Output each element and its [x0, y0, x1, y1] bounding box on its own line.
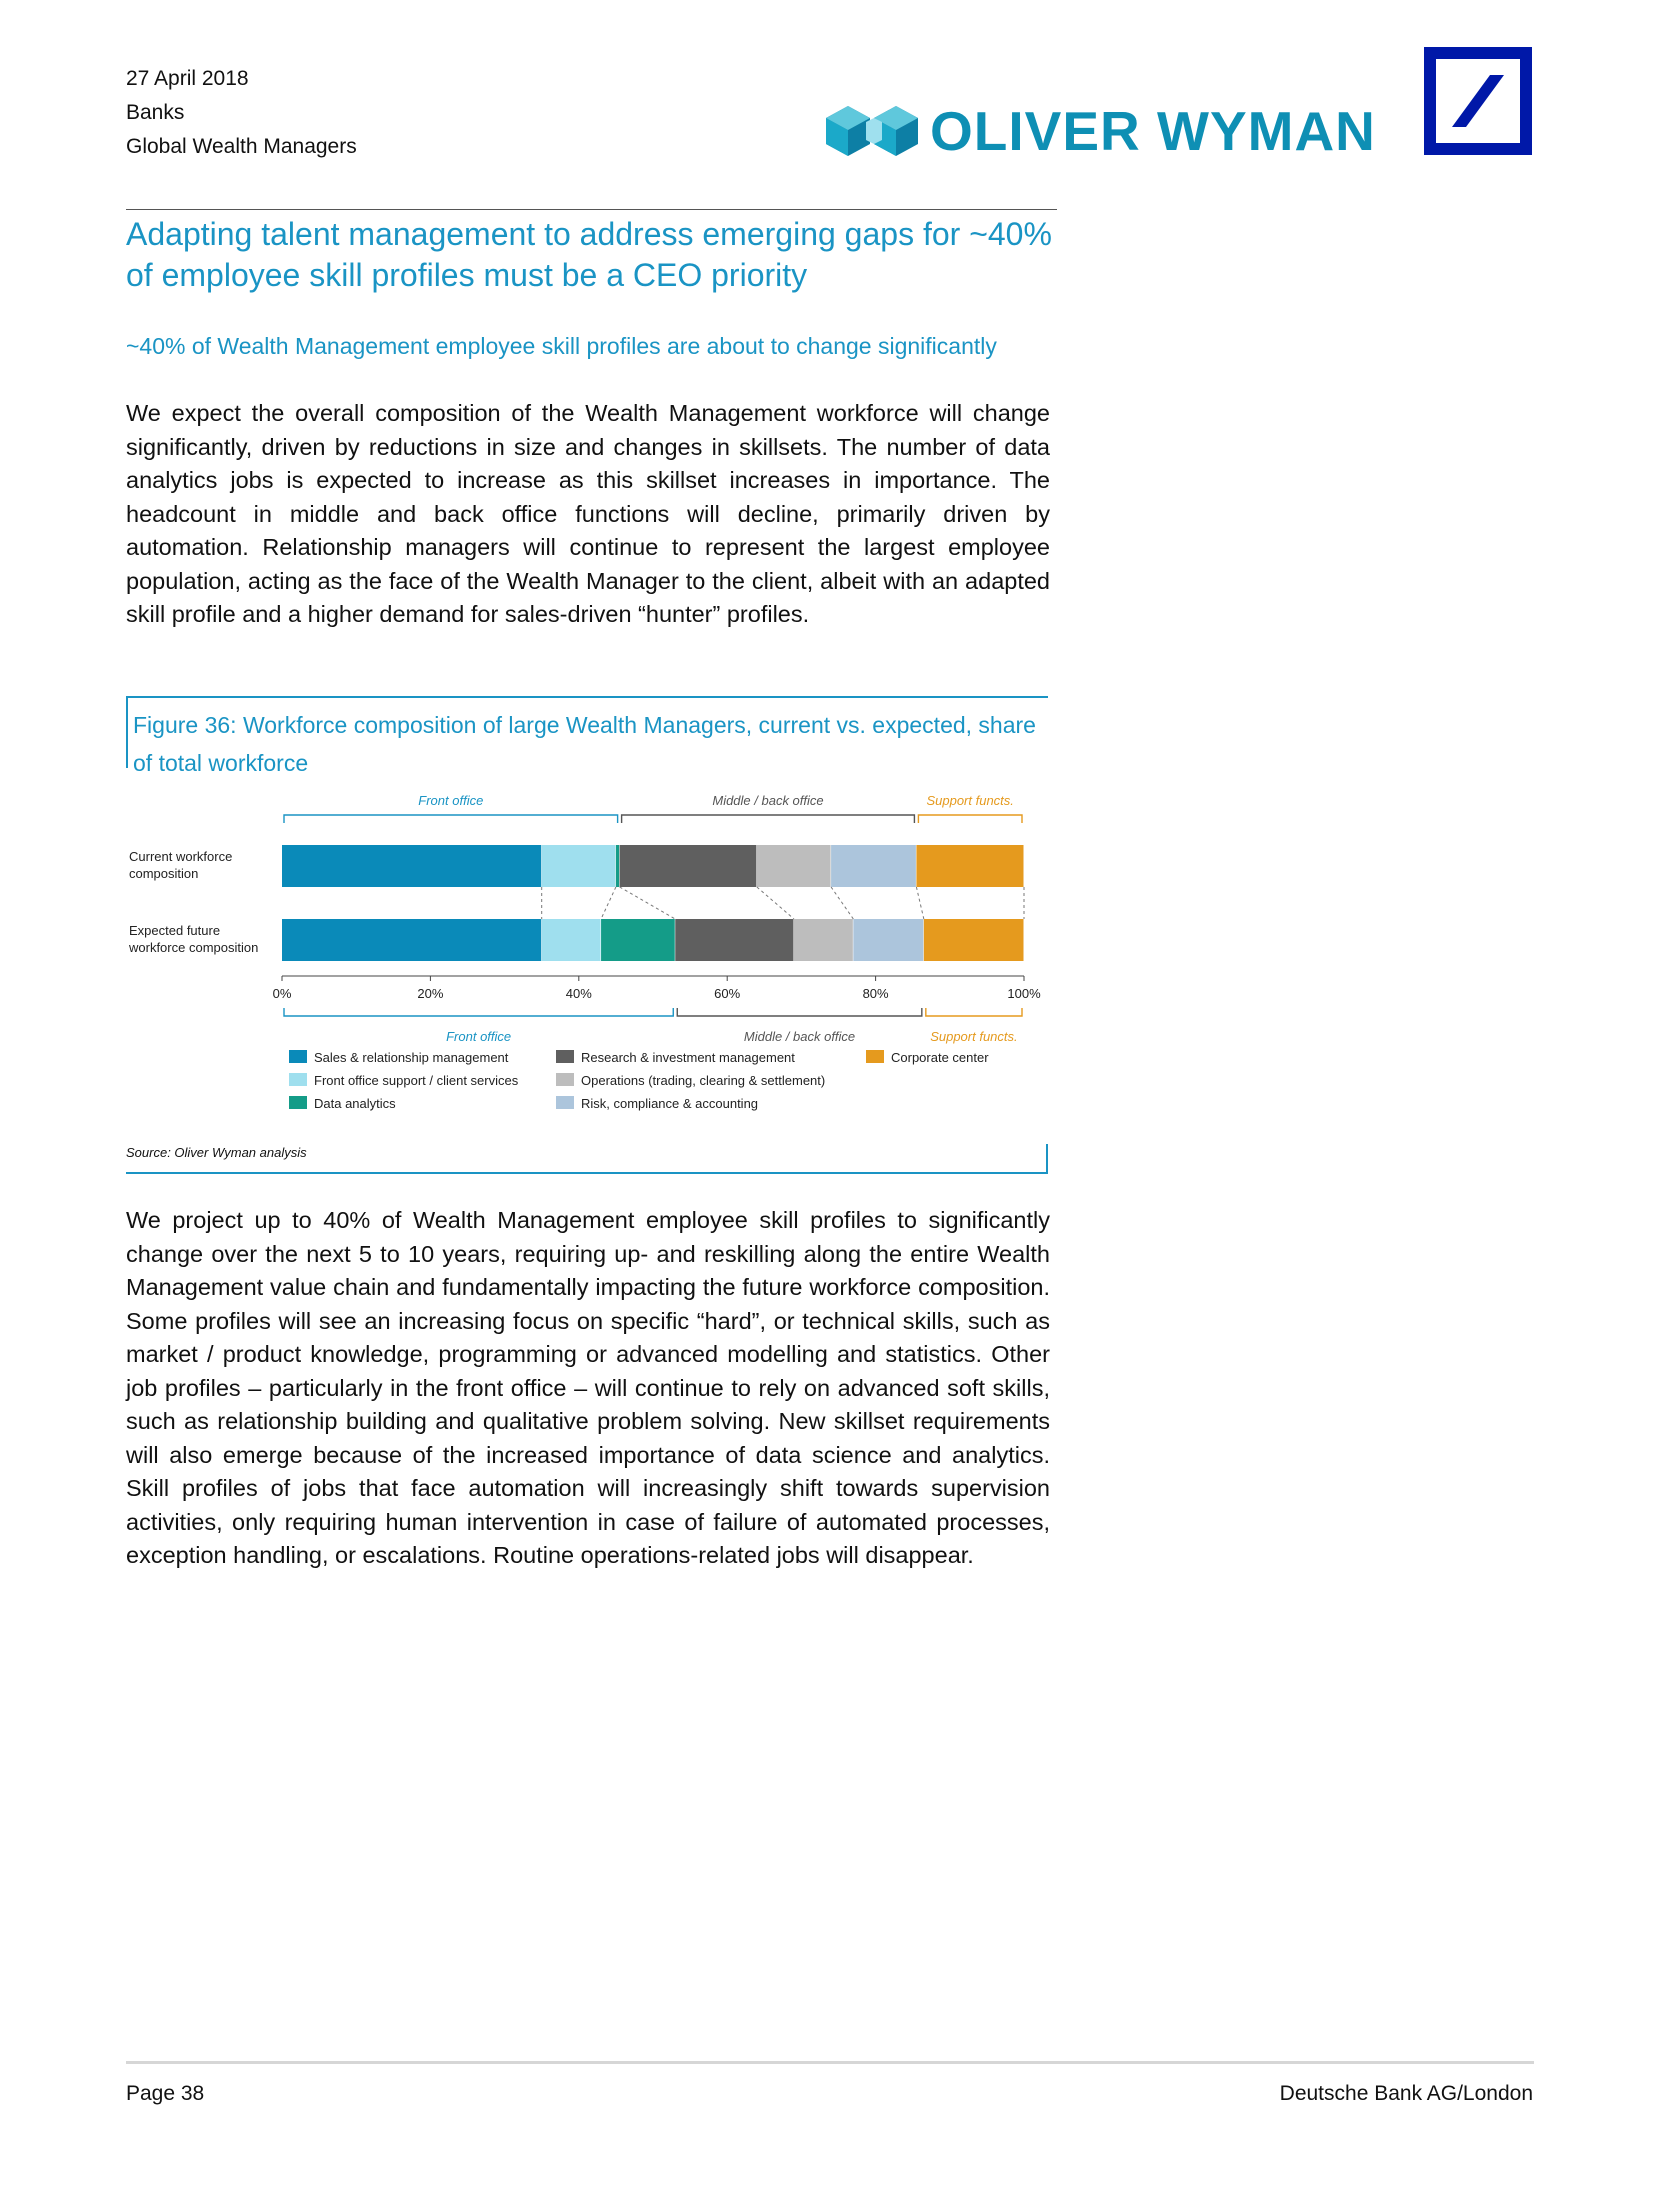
report-sector: Banks: [126, 101, 185, 124]
figure-bottom-rule: [126, 1172, 1048, 1174]
legend-label: Data analytics: [314, 1096, 396, 1111]
group-bracket: [926, 1008, 1022, 1016]
category-label-line2: workforce composition: [129, 940, 259, 955]
group-label: Support functs.: [930, 1029, 1018, 1044]
bar-segment: [620, 845, 757, 887]
legend-swatch: [289, 1096, 307, 1109]
connector-line: [620, 887, 676, 919]
connector-line: [757, 887, 794, 919]
group-bracket: [622, 815, 915, 823]
legend-swatch: [289, 1073, 307, 1086]
group-bracket: [918, 815, 1022, 823]
x-tick-label: 80%: [862, 986, 889, 1001]
section-headline: Adapting talent management to address emerging gaps for ~40% of employee skill profiles must be a CEO priority: [126, 216, 1052, 293]
body-paragraph-2: We project up to 40% of Wealth Management employee skill profiles to significantly change over the next 5 to 10 years, requiring up- and reskilling along the entire Wealth Management value chain and fundamentally impacting the future workforce composition. Some profiles will see an increasing focus on specific “hard”, or technical skills, such as market / product knowledge, programming or advanced modelling and statistics. Other job profiles – particularly in the front office – will continue to rely on advanced soft skills, such as relationship building and qualitative problem solving. New skillset requirements will also emerge because of the increased importance of data science and analytics. Skill profiles of jobs that face automation will increasingly shift towards supervision activities, only requiring human intervention in case of failure of automated processes, exception handling, or escalations. Routine operations-related jobs will disappear.: [126, 1207, 1050, 1568]
section-subhead: ~40% of Wealth Management employee skill profiles are about to change significantly: [126, 333, 997, 359]
x-tick-label: 100%: [1007, 986, 1041, 1001]
oliver-wyman-wordmark: OLIVER WYMAN: [930, 100, 1376, 162]
legend-swatch: [866, 1050, 884, 1063]
bar-segment: [542, 845, 616, 887]
legend-label: Research & investment management: [581, 1050, 795, 1065]
group-label: Middle / back office: [712, 793, 824, 808]
bar-segment: [616, 845, 620, 887]
oliver-wyman-mark-icon: [826, 106, 922, 156]
legend-label: Front office support / client services: [314, 1073, 519, 1088]
legend-label: Sales & relationship management: [314, 1050, 509, 1065]
report-date: 27 April 2018: [126, 67, 249, 90]
legend-swatch: [556, 1096, 574, 1109]
category-label-line1: Current workforce: [129, 849, 233, 864]
connector-line: [601, 887, 616, 919]
figure-corner-tick: [1046, 1144, 1048, 1174]
connector-line: [831, 887, 853, 919]
bar-segment: [757, 845, 831, 887]
footer-rule: [126, 2061, 1534, 2064]
group-label: Middle / back office: [743, 1029, 856, 1044]
oliver-wyman-logo: [826, 100, 1416, 162]
bar-segment: [853, 919, 923, 961]
group-bracket: [284, 1008, 673, 1016]
report-title: Global Wealth Managers: [126, 135, 357, 158]
bar-segment: [282, 919, 542, 961]
bar-segment: [675, 919, 794, 961]
legend-label: Operations (trading, clearing & settlement): [581, 1073, 826, 1088]
legend-label: Corporate center: [891, 1050, 989, 1065]
bar-segment: [831, 845, 916, 887]
bar-segment: [282, 845, 542, 887]
legend-swatch: [556, 1073, 574, 1086]
bar-segment: [916, 845, 1024, 887]
workforce-chart: [126, 785, 1046, 1130]
page-number: Page 38: [126, 2082, 205, 2105]
group-bracket: [284, 815, 618, 823]
x-tick-label: 40%: [565, 986, 592, 1001]
deutsche-bank-logo: [1424, 47, 1532, 155]
header-rule: [126, 209, 1057, 210]
legend-swatch: [289, 1050, 307, 1063]
legend-swatch: [556, 1050, 574, 1063]
bar-segment: [924, 919, 1024, 961]
x-tick-label: 0%: [272, 986, 292, 1001]
category-label-line1: Expected future: [129, 923, 221, 938]
group-label: Front office: [446, 1029, 512, 1044]
document-meta: [126, 62, 357, 164]
x-tick-label: 60%: [714, 986, 741, 1001]
group-label: Support functs.: [926, 793, 1014, 808]
legend-label: Risk, compliance & accounting: [581, 1096, 759, 1111]
figure-title: Figure 36: Workforce composition of large Wealth Managers, current vs. expected, share of total workforce: [126, 696, 1048, 768]
bar-segment: [601, 919, 675, 961]
publisher-name: Deutsche Bank AG/London: [1279, 2082, 1533, 2105]
figure-source: Source: Oliver Wyman analysis: [126, 1145, 307, 1160]
x-tick-label: 20%: [417, 986, 444, 1001]
group-label: Front office: [418, 793, 484, 808]
bar-segment: [794, 919, 853, 961]
group-bracket: [677, 1008, 922, 1016]
bar-segment: [542, 919, 601, 961]
connector-line: [916, 887, 923, 919]
category-label-line2: composition: [129, 866, 199, 881]
body-paragraph-1: We expect the overall composition of the Wealth Management workforce will change significantly, driven by reductions in size and changes in skillsets. The number of data analytics jobs is expected to increase as this skillset increases in importance. The headcount in middle and back office functions will decline, primarily driven by automation. Relationship managers will continue to represent the largest employee population, acting as the face of the Wealth Manager to the client, albeit with an adapted skill profile and a higher demand for sales-driven “hunter” profiles.: [126, 400, 1050, 627]
